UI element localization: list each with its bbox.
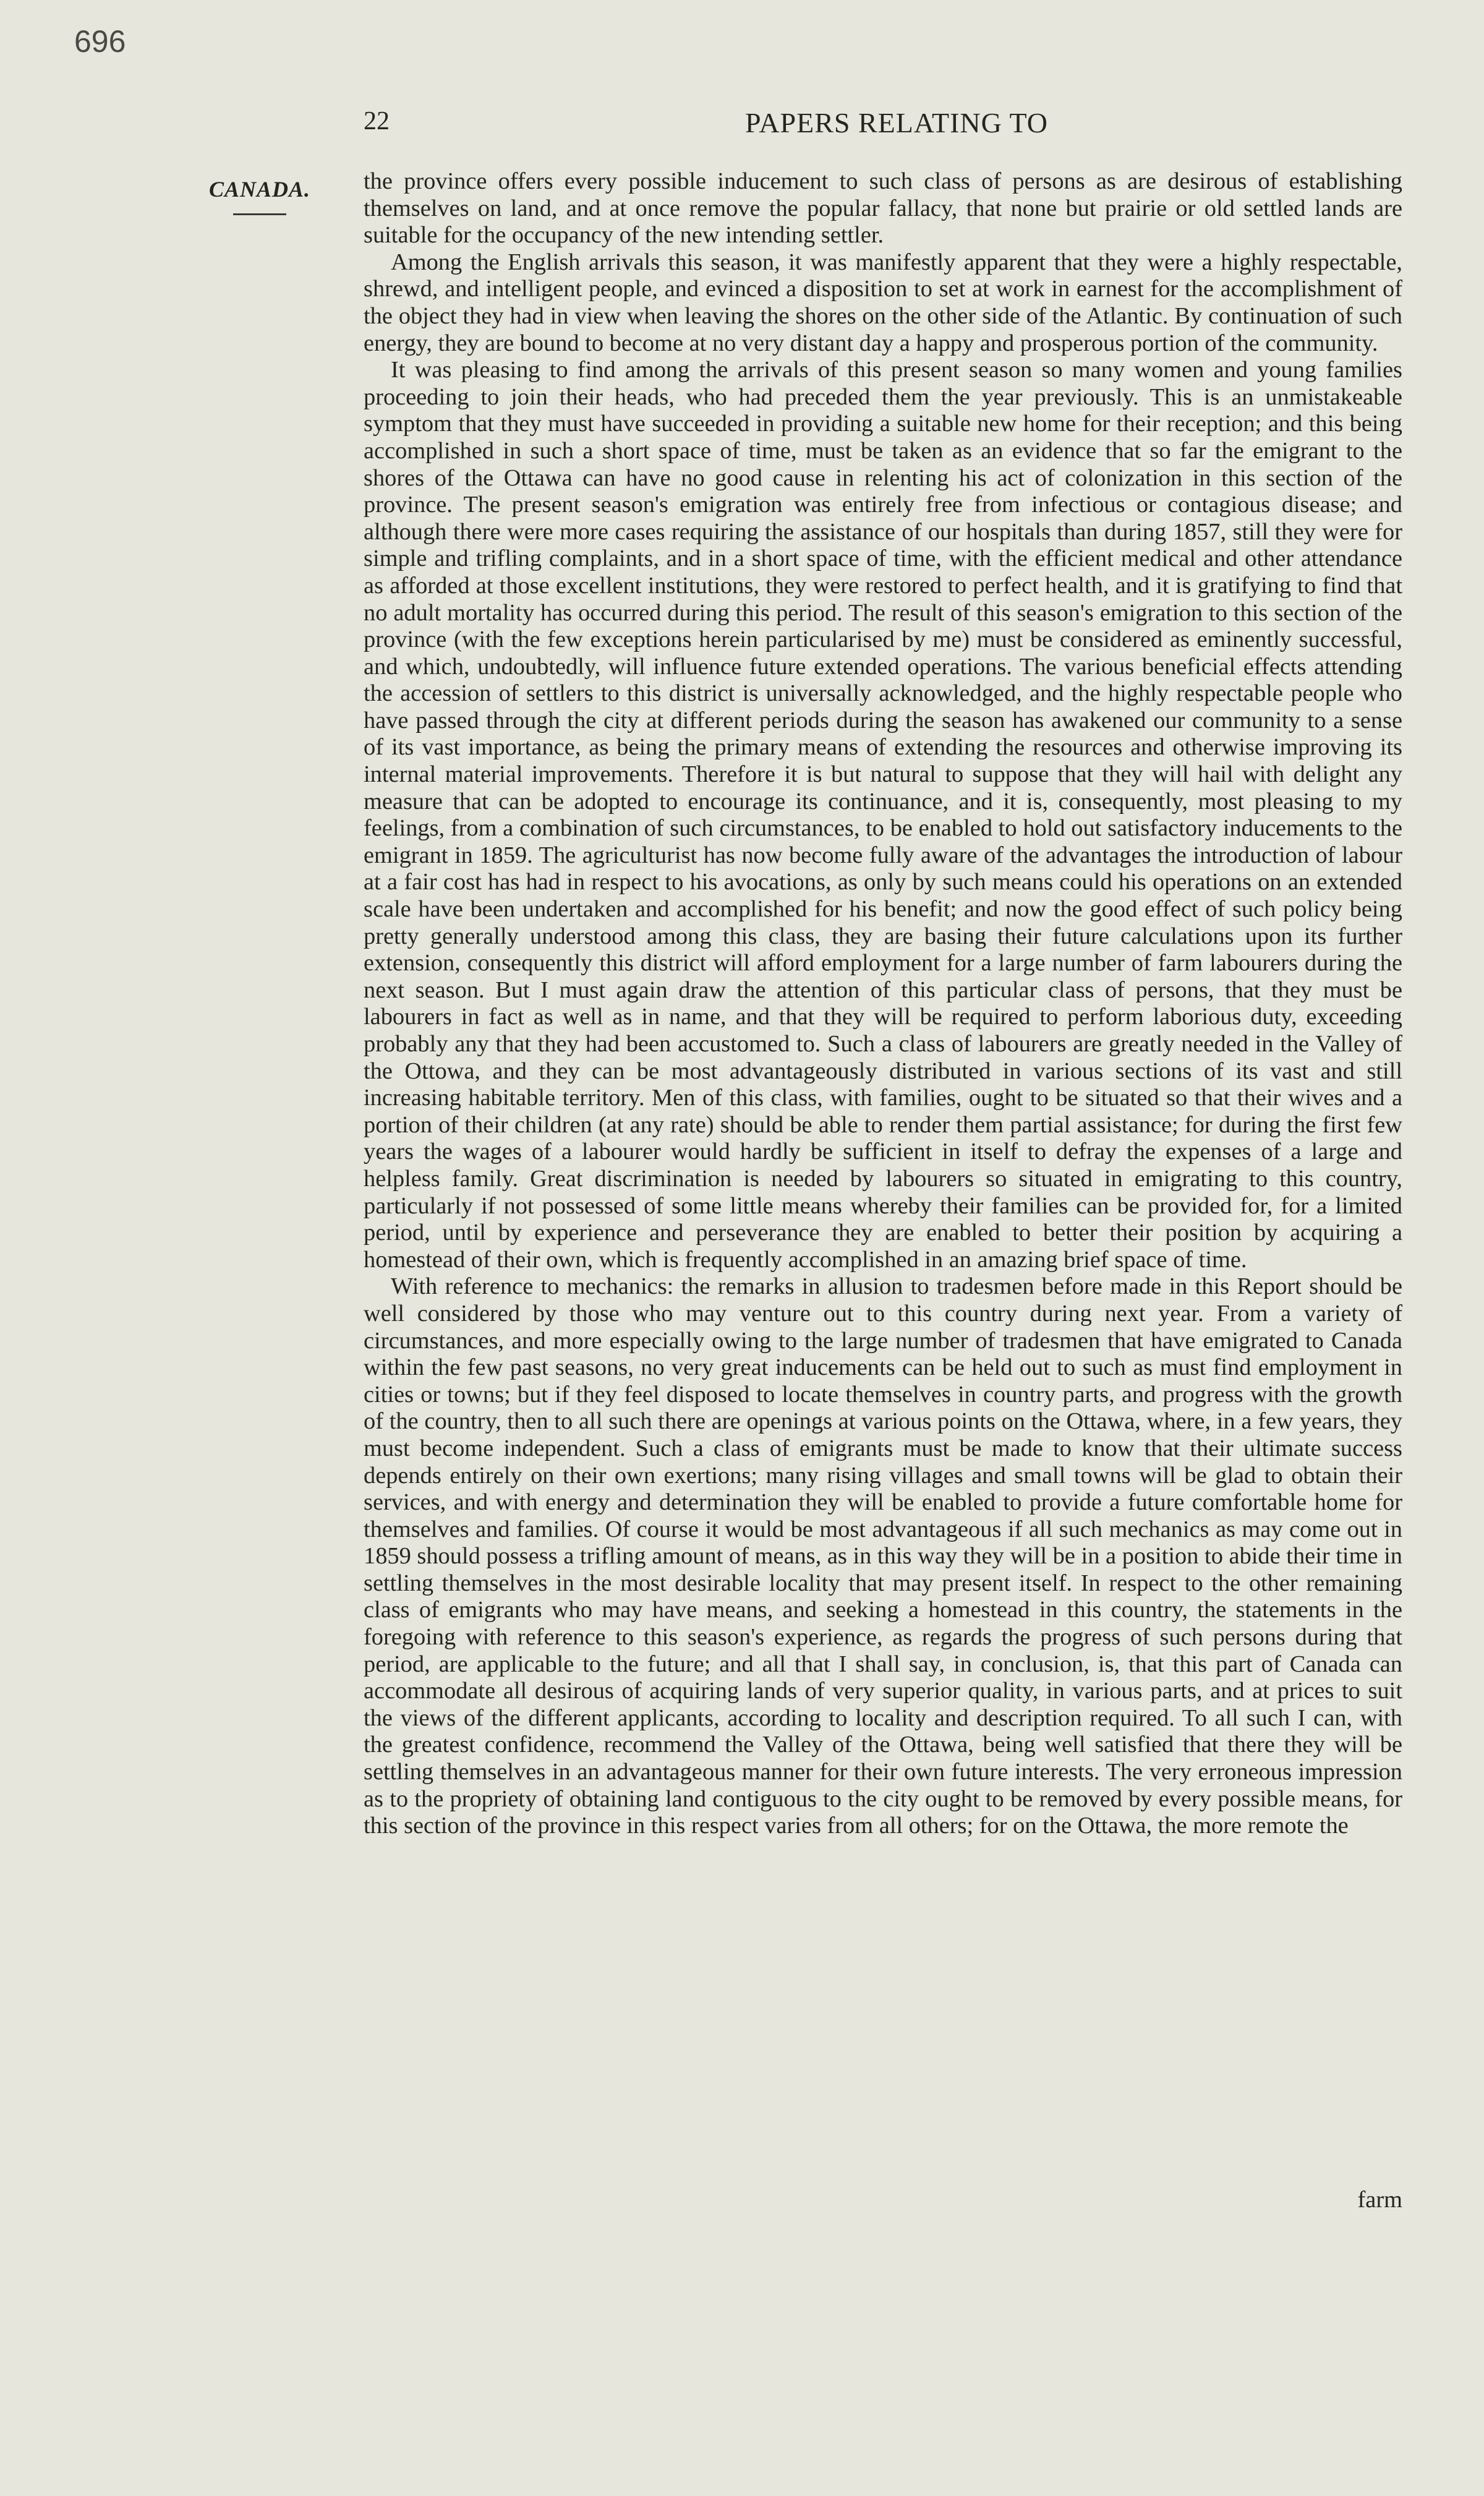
- paragraph-mechanics: With reference to mechanics: the remarks in allusion to tradesmen before made in this Report should be well considered by those who may venture out to this country during next year. From a variety of circumstances, and more especially owing to the large number of tradesmen that have emigrated to Canada within the few past seasons, no very great inducements can be held out to such as must find employment in cities or towns; but if they feel disposed to locate themselves in country parts, and progress with the growth of the country, then to all such there are openings at various points on the Ottawa, where, in a few years, they must become independent. Such a class of emigrants must be made to know that their ultimate success depends entirely on their own exertions; many rising villages and small towns will be glad to obtain their services, and with energy and determination they will be enabled to provide a future comfortable home for themselves and families. Of course it would be most advantageous if all such mechanics as may come out in 1859 should possess a trifling amount of means, as in this way they will be in a position to abide their time in settling themselves in the most desirable locality that may present itself. In respect to the other remaining class of emigrants who may have means, and seeking a homestead in this country, the statements in the foregoing with reference to this season's experience, as regards the progress of such persons during that period, are applicable to the future; and all that I shall say, in conclusion, is, that this part of Canada can accommodate all desirous of acquiring lands of very superior quality, in various parts, and at prices to suit the views of the different applicants, according to locality and description required. To all such I can, with the greatest confidence, recommend the Valley of the Ottawa, being well satisfied that there they will be settling themselves in an advantageous manner for their own future interests. The very erroneous impression as to the propriety of obtaining land contiguous to the city ought to be removed by every possible means, for this section of the province in this respect varies from all others; for on the Ottawa, the more remote the: [364, 1273, 1402, 1839]
- page-stamp-number: 696: [74, 24, 126, 59]
- paragraph-women-families: It was pleasing to find among the arrivals of this present season so many women and young families proceeding to join their heads, who had preceded them the year previously. This is an unmistakeable symptom that they must have succeeded in providing a suitable new home for their reception; and this being accomplished in such a short space of time, must be taken as an evidence that so far the emigrant to the shores of the Ottawa can have no good cause in relenting his act of colonization in this section of the province. The present season's emigration was entirely free from infectious or contagious disease; and although there were more cases requiring the assistance of our hospitals than during 1857, still they were for simple and trifling complaints, and in a short space of time, with the efficient medical and other attendance as afforded at those excellent institutions, they were restored to perfect health, and it is gratifying to find that no adult mortality has occurred during this period. The result of this season's emigration to this section of the province (with the few exceptions herein particularised by me) must be considered as eminently successful, and which, undoubtedly, will influence future extended operations. The various beneficial effects attending the accession of settlers to this district is universally acknowledged, and the highly respectable people who have passed through the city at different periods during the season has awakened our community to a sense of its vast importance, as being the primary means of extending the resources and otherwise improving its internal material improvements. Therefore it is but natural to suppose that they will hail with delight any measure that can be adopted to encourage its continuance, and it is, consequently, most pleasing to my feelings, from a combination of such circumstances, to be enabled to hold out satisfactory inducements to the emigrant in 1859. The agriculturist has now become fully aware of the advantages the introduction of labour at a fair cost has had in respect to his avocations, as only by such means could his operations on an extended scale have been undertaken and accomplished for his benefit; and now the good effect of such policy being pretty generally understood among this class, they are basing their future calculations upon its further extension, consequently this district will afford employment for a large number of farm labourers during the next season. But I must again draw the attention of this particular class of persons, that they must be labourers in fact as well as in name, and that they will be required to perform laborious duty, exceeding probably any that they had been accustomed to. Such a class of labourers are greatly needed in the Valley of the Ottowa, and they can be most advantageously distributed in various sections of its vast and still increasing habitable territory. Men of this class, with families, ought to be situated so that their wives and a portion of their children (at any rate) should be able to render them partial assistance; for during the first few years the wages of a labourer would hardly be sufficient in itself to defray the expenses of a large and helpless family. Great discrimination is needed by labourers so situated in emigrating to this country, particularly if not possessed of some little means whereby their families can be provided for, for a limited period, until by experience and perseverance they are enabled to better their position by acquiring a homestead of their own, which is frequently accomplished in an amazing brief space of time.: [364, 357, 1402, 1273]
- margin-note: [198, 176, 322, 215]
- margin-label-canada: CANADA.: [208, 177, 311, 202]
- running-head: [364, 106, 1402, 150]
- paragraph-english-arrivals: Among the English arrivals this season, it was manifestly apparent that they were a highly respectable, shrewd, and intelligent people, and evinced a disposition to set at work in earnest for the accomplishment of the object they had in view when leaving the shores on the other side of the Atlantic. By continuation of such energy, they are bound to become at no very distant day a happy and prosperous portion of the community.: [364, 249, 1402, 356]
- margin-rule: [233, 213, 286, 215]
- body-text: [364, 168, 1402, 1840]
- catchword: farm: [1357, 2187, 1402, 2213]
- running-title: PAPERS RELATING TO: [744, 107, 1049, 139]
- paragraph-continued: the province offers every possible inducement to such class of persons as are desirous of establishing themselves on land, and at once remove the popular fallacy, that none but prairie or old settled lands are suitable for the occupancy of the new intending settler.: [364, 168, 1402, 249]
- page-folio: 22: [364, 107, 390, 135]
